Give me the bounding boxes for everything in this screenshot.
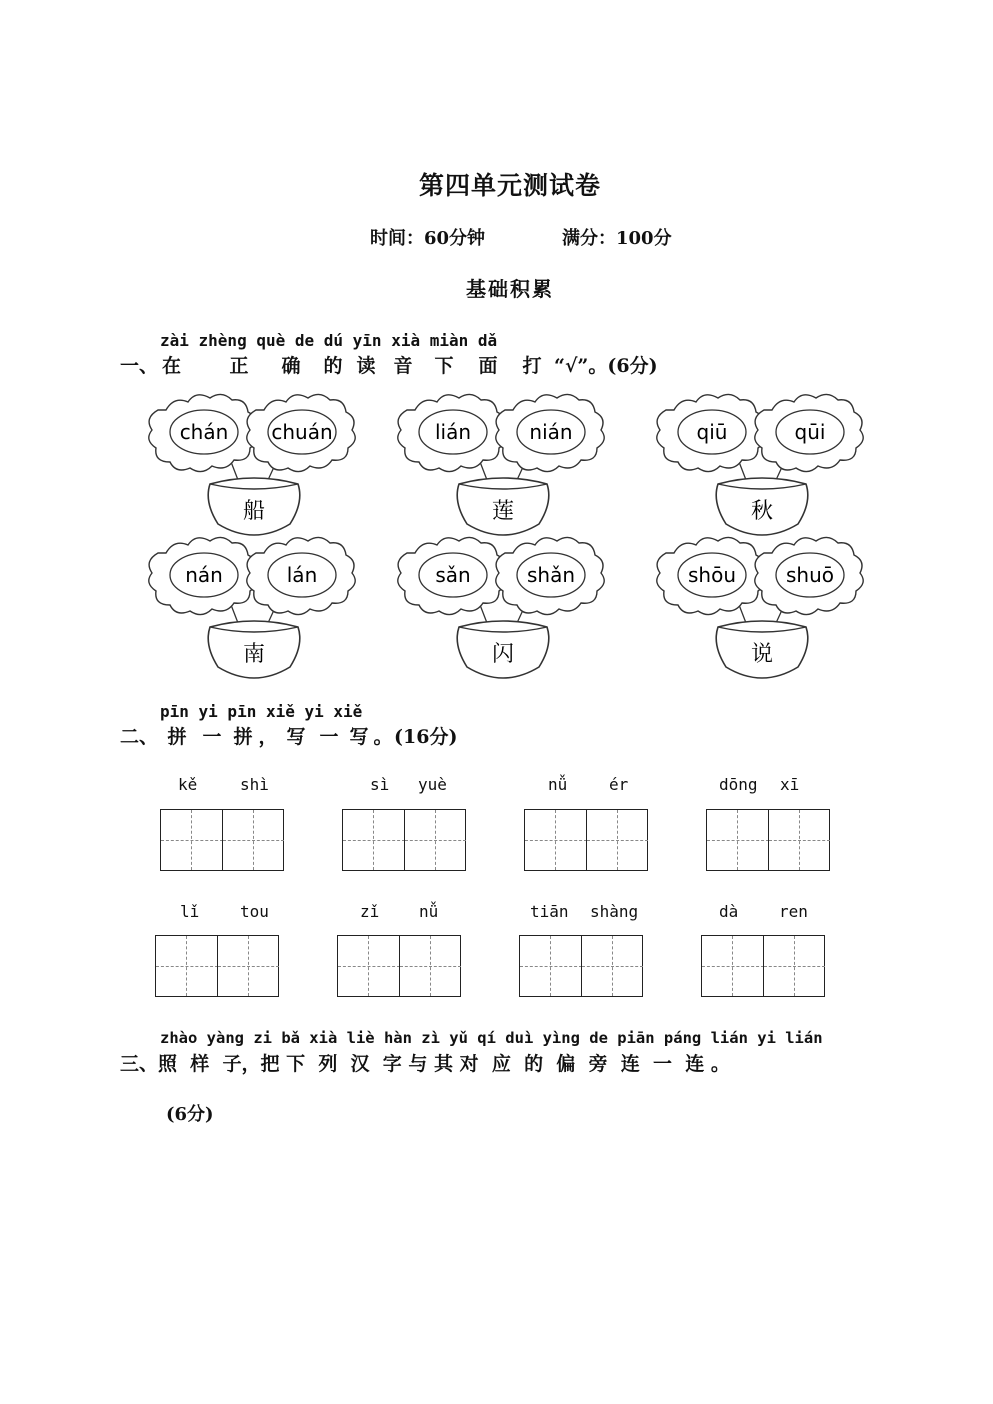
q2-label: 二、 — [120, 726, 159, 748]
q2-word-pinyin-a: tiān — [530, 902, 569, 921]
q1-char: 的 — [323, 355, 343, 377]
q1-char: 确 — [281, 355, 301, 377]
q2-word-pinyin-b: shì — [240, 775, 269, 794]
q2-word-pinyin-b: nǚ — [419, 902, 439, 921]
q3-instruction — [120, 1049, 730, 1076]
pinyin-option-right[interactable]: shǎn — [526, 563, 576, 587]
q2-word-pinyin-a: kě — [178, 775, 198, 794]
q2-char: ， — [258, 726, 278, 748]
q1-tail: “√”。(6分) — [554, 355, 658, 377]
pinyin-option-right[interactable]: nián — [529, 420, 573, 444]
q2-word-pinyin-b: tou — [240, 902, 269, 921]
q2-pinyin: pīn yi pīn xiě yi xiě — [160, 702, 363, 721]
q1-instruction — [120, 351, 658, 378]
q2-word-pinyin-a: lǐ — [180, 902, 200, 921]
q2-char: 拼 — [233, 726, 253, 748]
q2-tail: (16分) — [394, 726, 458, 748]
q2-word-pinyin-a: zǐ — [360, 902, 380, 921]
writing-grid[interactable] — [519, 935, 643, 997]
pinyin-option-left[interactable]: lián — [434, 420, 472, 444]
q3-text: 照 样 子，把 下 列 汉 字 与 其 对 应 的 偏 旁 连 一 连 。 — [158, 1053, 730, 1075]
q2-char: 拼 — [167, 726, 187, 748]
q1-item — [657, 537, 863, 678]
q2-word-pinyin-a: nǚ — [548, 775, 568, 794]
q1-item — [398, 394, 604, 535]
writing-grid[interactable] — [155, 935, 279, 997]
writing-grid[interactable] — [342, 809, 466, 871]
q2-word-pinyin-b: shàng — [590, 902, 639, 921]
q2-instruction — [120, 722, 457, 749]
writing-grid[interactable] — [524, 809, 648, 871]
pot-character: 南 — [242, 642, 266, 667]
pinyin-option-left[interactable]: sǎn — [435, 563, 471, 587]
q1-char: 音 — [393, 355, 413, 377]
q2-word-pinyin-a: dà — [719, 902, 739, 921]
q1-char: 在 — [162, 355, 182, 377]
page-title: 第四单元测试卷 — [418, 171, 601, 200]
writing-grid[interactable] — [706, 809, 830, 871]
pinyin-option-right[interactable]: qūi — [794, 420, 826, 444]
pot-character: 莲 — [491, 499, 515, 524]
pinyin-option-left[interactable]: shōu — [687, 563, 737, 587]
pinyin-option-left[interactable]: qiū — [696, 420, 728, 444]
q2-char: 。 — [373, 726, 393, 748]
q1-item — [657, 394, 863, 535]
q2-char: 一 — [319, 726, 339, 748]
pinyin-option-right[interactable]: chuán — [271, 420, 333, 444]
pot-character: 船 — [242, 499, 266, 524]
q1-pinyin: zài zhèng què de dú yīn xià miàn dǎ — [160, 331, 498, 350]
pinyin-option-right[interactable]: shuō — [785, 563, 835, 587]
q1-char: 面 — [478, 355, 498, 377]
q1-item — [149, 537, 355, 678]
pinyin-option-left[interactable]: chán — [179, 420, 229, 444]
q1-char: 正 — [229, 355, 249, 377]
q1-char: 打 — [522, 355, 542, 377]
q1-pinyin-pot-diagram — [0, 380, 993, 690]
pinyin-option-left[interactable]: nán — [185, 563, 223, 587]
q2-char: 一 — [202, 726, 222, 748]
q3-pinyin: zhào yàng zi bǎ xià liè hàn zì yǔ qí duì yìng de piān páng lián yi lián — [160, 1029, 823, 1047]
q2-char: 写 — [349, 726, 369, 748]
q3-score: (6分) — [166, 1104, 214, 1125]
writing-grid[interactable] — [160, 809, 284, 871]
q3-label: 三、 — [120, 1053, 159, 1075]
full-score: 满分：100分 — [562, 228, 672, 249]
q2-char: 写 — [286, 726, 306, 748]
writing-grid[interactable] — [701, 935, 825, 997]
q2-word-pinyin-b: xī — [780, 775, 800, 794]
pot-character: 闪 — [491, 642, 515, 667]
q2-word-pinyin-b: ren — [779, 902, 808, 921]
q1-item — [149, 394, 355, 535]
q2-word-pinyin-b: yuè — [418, 775, 447, 794]
q1-label: 一、 — [120, 355, 159, 377]
pot-character: 秋 — [750, 499, 774, 524]
writing-grid[interactable] — [337, 935, 461, 997]
q2-word-pinyin-b: ér — [609, 775, 629, 794]
pot-character: 说 — [750, 642, 774, 667]
q2-word-pinyin-a: sì — [370, 775, 390, 794]
q1-char: 读 — [356, 355, 376, 377]
section-title: 基础积累 — [466, 277, 554, 301]
q1-char: 下 — [434, 355, 454, 377]
time-limit: 时间：60分钟 — [370, 228, 486, 249]
q1-item — [398, 537, 604, 678]
pinyin-option-right[interactable]: lán — [286, 563, 318, 587]
q2-word-pinyin-a: dōng — [719, 775, 758, 794]
